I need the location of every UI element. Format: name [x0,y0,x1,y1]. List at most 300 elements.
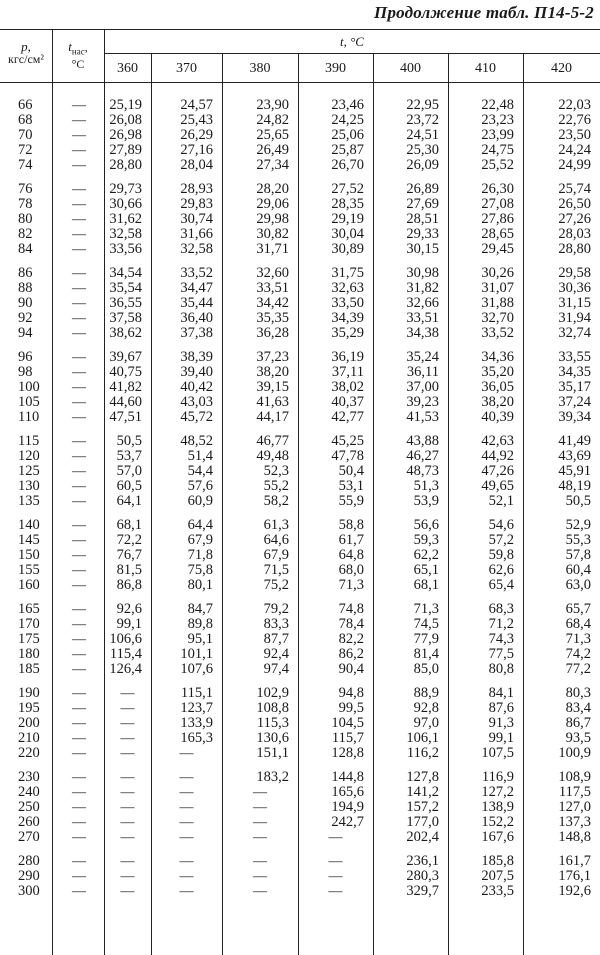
specific-volume-cell: 108,9 [558,769,591,785]
specific-volume-cell: 29,98 [256,211,289,227]
specific-volume-cell: 47,51 [109,409,142,425]
pressure-value: 185 [18,661,40,677]
specific-volume-cell: 23,50 [558,127,591,143]
specific-volume-cell: 62,6 [488,562,514,578]
specific-volume-cell: 60,5 [116,478,142,494]
specific-volume-cell: 25,19 [109,97,142,113]
specific-volume-cell: 107,6 [180,661,213,677]
specific-volume-cell: 25,06 [331,127,364,143]
specific-volume-cell: 161,7 [558,853,591,869]
saturation-temp-value: — [72,212,86,227]
specific-volume-cell: 25,65 [256,127,289,143]
specific-volume-cell: 167,6 [481,829,514,845]
saturation-temp-value: — [72,785,86,800]
pressure-value: 82 [18,226,33,242]
specific-volume-cell: 28,93 [180,181,213,197]
specific-volume-cell: 28,35 [331,196,364,212]
column-rule [448,53,449,955]
saturation-temp-value: — [72,800,86,815]
column-rule [523,53,524,955]
specific-volume-cell: 64,1 [116,493,142,509]
specific-volume-cell: 32,58 [180,241,213,257]
specific-volume-cell: 24,82 [256,112,289,128]
specific-volume-cell: 42,63 [481,433,514,449]
specific-volume-cell: 34,47 [180,280,213,296]
column-rule [52,29,53,955]
specific-volume-cell: 41,53 [406,409,439,425]
saturation-temp-value: — [72,701,86,716]
specific-volume-cell: 32,74 [558,325,591,341]
specific-volume-cell: 32,70 [481,310,514,326]
specific-volume-cell: 40,75 [109,364,142,380]
specific-volume-cell: 32,66 [406,295,439,311]
pressure-value: 80 [18,211,33,227]
pressure-value: 96 [18,349,33,365]
specific-volume-cell: 31,75 [331,265,364,281]
specific-volume-cell: 329,7 [406,883,439,899]
saturation-temp-value: — [72,602,86,617]
specific-volume-cell: 185,8 [481,853,514,869]
specific-volume-cell: 35,54 [109,280,142,296]
specific-volume-cell: 64,8 [338,547,364,563]
saturation-temp-value: — [72,518,86,533]
specific-volume-cell: 24,99 [558,157,591,173]
pressure-value: 72 [18,142,33,158]
specific-volume-cell: 94,8 [338,685,364,701]
pressure-value: 110 [18,409,40,425]
saturation-temp-value: — [72,815,86,830]
specific-volume-cell: 47,78 [331,448,364,464]
specific-volume-cell: 51,3 [413,478,439,494]
specific-volume-cell: 27,16 [180,142,213,158]
specific-volume-cell: 29,45 [481,241,514,257]
specific-volume-cell: 81,5 [116,562,142,578]
specific-volume-cell: 117,5 [558,784,591,800]
specific-volume-cell: 25,74 [558,181,591,197]
specific-volume-cell: — [179,830,194,845]
specific-volume-cell: 99,1 [488,730,514,746]
specific-volume-cell: 34,36 [481,349,514,365]
specific-volume-cell: — [120,830,135,845]
specific-volume-cell: 52,3 [263,463,289,479]
header-bottom-rule [0,82,600,83]
specific-volume-cell: 46,77 [256,433,289,449]
specific-volume-cell: 236,1 [406,853,439,869]
specific-volume-cell: 38,39 [180,349,213,365]
specific-volume-cell: 106,1 [406,730,439,746]
specific-volume-cell: 59,8 [488,547,514,563]
specific-volume-cell: 64,6 [263,532,289,548]
temperature-column-header: 400 [400,61,421,76]
specific-volume-cell: 68,0 [338,562,364,578]
specific-volume-cell: 68,4 [565,616,591,632]
temperature-column-header: 360 [117,61,138,76]
specific-volume-cell: 30,98 [406,265,439,281]
specific-volume-cell: 77,2 [565,661,591,677]
temperature-column-header: 410 [475,61,496,76]
pressure-value: 165 [18,601,40,617]
specific-volume-cell: 75,8 [187,562,213,578]
table-caption: Продолжение табл. П14-5-2 [374,3,594,22]
specific-volume-cell: 46,27 [406,448,439,464]
specific-volume-cell: 84,7 [187,601,213,617]
specific-volume-cell: — [253,854,267,869]
saturation-temp-value: — [72,158,86,173]
specific-volume-cell: — [328,869,343,884]
specific-volume-cell: 38,20 [256,364,289,380]
specific-volume-cell: — [253,800,267,815]
specific-volume-cell: 57,8 [565,547,591,563]
specific-volume-cell: 37,58 [109,310,142,326]
specific-volume-cell: 50,5 [565,493,591,509]
specific-volume-cell: 207,5 [481,868,514,884]
specific-volume-cell: 39,15 [256,379,289,395]
saturation-temp-value: — [72,128,86,143]
specific-volume-cell: 25,43 [180,112,213,128]
specific-volume-cell: 55,9 [338,493,364,509]
saturation-temp-value: — [72,266,86,281]
saturation-temp-value: — [72,311,86,326]
specific-volume-cell: 29,33 [406,226,439,242]
saturation-temp-value: — [72,350,86,365]
specific-volume-cell: 22,95 [406,97,439,113]
specific-volume-cell: 99,1 [116,616,142,632]
specific-volume-cell: 30,26 [481,265,514,281]
pressure-value: 260 [18,814,40,830]
specific-volume-cell: — [120,884,135,899]
specific-volume-cell: 141,2 [406,784,439,800]
temperature-column-header: 420 [551,61,572,76]
specific-volume-cell: 34,35 [558,364,591,380]
specific-volume-cell: 57,2 [488,532,514,548]
specific-volume-cell: — [179,815,194,830]
specific-volume-cell: — [179,770,194,785]
specific-volume-cell: 27,34 [256,157,289,173]
specific-volume-cell: 37,23 [256,349,289,365]
specific-volume-cell: — [120,770,135,785]
specific-volume-cell: 24,25 [331,112,364,128]
specific-volume-cell: 74,5 [413,616,439,632]
specific-volume-cell: — [179,869,194,884]
pressure-value: 200 [18,715,40,731]
specific-volume-cell: 67,9 [187,532,213,548]
saturation-temp-value: — [72,395,86,410]
specific-volume-cell: 22,76 [558,112,591,128]
specific-volume-cell: 26,49 [256,142,289,158]
specific-volume-cell: 133,9 [180,715,213,731]
specific-volume-cell: 242,7 [331,814,364,830]
specific-volume-cell: 54,4 [187,463,213,479]
specific-volume-cell: 65,4 [488,577,514,593]
pressure-value: 180 [18,646,40,662]
specific-volume-cell: 36,40 [180,310,213,326]
specific-volume-cell: 39,23 [406,394,439,410]
saturation-temp-value: — [72,686,86,701]
specific-volume-cell: 29,83 [180,196,213,212]
saturation-temp-value: — [72,716,86,731]
specific-volume-cell: 152,2 [481,814,514,830]
specific-volume-cell: 44,92 [481,448,514,464]
specific-volume-cell: 38,20 [481,394,514,410]
specific-volume-cell: 92,6 [116,601,142,617]
specific-volume-cell: 35,35 [256,310,289,326]
specific-volume-cell: 126,4 [109,661,142,677]
specific-volume-cell: 27,69 [406,196,439,212]
specific-volume-cell: — [179,746,194,761]
specific-volume-cell: 84,1 [488,685,514,701]
specific-volume-cell: 106,6 [109,631,142,647]
specific-volume-cell: 24,75 [481,142,514,158]
specific-volume-cell: 53,9 [413,493,439,509]
specific-volume-cell: 31,07 [481,280,514,296]
specific-volume-cell: 165,3 [180,730,213,746]
specific-volume-cell: 144,8 [331,769,364,785]
specific-volume-cell: 97,0 [413,715,439,731]
specific-volume-cell: 31,71 [256,241,289,257]
specific-volume-cell: 87,6 [488,700,514,716]
specific-volume-cell: 127,2 [481,784,514,800]
pressure-value: 86 [18,265,33,281]
specific-volume-cell: 280,3 [406,868,439,884]
specific-volume-cell: 76,7 [116,547,142,563]
specific-volume-cell: 28,20 [256,181,289,197]
specific-volume-cell: 44,17 [256,409,289,425]
saturation-temp-value: — [72,884,86,899]
specific-volume-cell: — [328,854,343,869]
temperature-column-header: 390 [325,61,346,76]
saturation-temp-value: — [72,449,86,464]
specific-volume-cell: 26,09 [406,157,439,173]
specific-volume-cell: 33,50 [331,295,364,311]
specific-volume-cell: 80,3 [565,685,591,701]
specific-volume-cell: 92,8 [413,700,439,716]
pressure-value: 100 [18,379,40,395]
specific-volume-cell: 87,7 [263,631,289,647]
specific-volume-cell: 71,3 [338,577,364,593]
specific-volume-cell: — [253,785,267,800]
specific-volume-cell: — [179,854,194,869]
specific-volume-cell: 38,62 [109,325,142,341]
temperature-column-header: 370 [176,61,197,76]
specific-volume-cell: 23,72 [406,112,439,128]
specific-volume-cell: 22,48 [481,97,514,113]
specific-volume-cell: 28,80 [109,157,142,173]
specific-volume-cell: 36,11 [406,364,439,380]
specific-volume-cell: 33,55 [558,349,591,365]
specific-volume-cell: 64,4 [187,517,213,533]
specific-volume-cell: 33,51 [256,280,289,296]
pressure-value: 300 [18,883,40,899]
specific-volume-cell: 53,7 [116,448,142,464]
specific-volume-cell: 24,57 [180,97,213,113]
specific-volume-cell: 23,23 [481,112,514,128]
specific-volume-cell: 116,2 [406,745,439,761]
saturation-temp-value: — [72,143,86,158]
specific-volume-cell: — [120,869,135,884]
specific-volume-cell: 29,06 [256,196,289,212]
saturation-temp-value: — [72,533,86,548]
specific-volume-cell: 102,9 [256,685,289,701]
specific-volume-cell: 43,69 [558,448,591,464]
specific-volume-cell: 50,4 [338,463,364,479]
specific-volume-cell: 40,37 [331,394,364,410]
specific-volume-cell: 30,82 [256,226,289,242]
specific-volume-cell: 40,39 [481,409,514,425]
specific-volume-cell: 92,4 [263,646,289,662]
specific-volume-cell: 31,66 [180,226,213,242]
pressure-value: 250 [18,799,40,815]
specific-volume-cell: 90,4 [338,661,364,677]
specific-volume-cell: 27,86 [481,211,514,227]
specific-volume-cell: — [120,701,135,716]
specific-volume-cell: 23,90 [256,97,289,113]
specific-volume-cell: 65,1 [413,562,439,578]
pressure-value: 150 [18,547,40,563]
pressure-value: 125 [18,463,40,479]
specific-volume-cell: 26,29 [180,127,213,143]
specific-volume-cell: — [179,884,194,899]
specific-volume-cell: — [179,785,194,800]
saturation-temp-value: — [72,479,86,494]
saturation-temp-column-header: $t_{нас}$, °C [68,39,88,72]
pressure-value: 105 [18,394,40,410]
temperature-column-header: 380 [249,61,271,76]
specific-volume-cell: 29,58 [558,265,591,281]
specific-volume-cell: 128,8 [331,745,364,761]
specific-volume-cell: 194,9 [331,799,364,815]
pressure-value: 76 [18,181,33,197]
specific-volume-cell: 176,1 [558,868,591,884]
pressure-value: 240 [18,784,40,800]
specific-volume-cell: 24,24 [558,142,591,158]
saturation-temp-value: — [72,197,86,212]
saturation-temp-value: — [72,326,86,341]
specific-volume-cell: 138,9 [481,799,514,815]
specific-volume-cell: 34,42 [256,295,289,311]
specific-volume-cell: 25,30 [406,142,439,158]
specific-volume-cell: 86,7 [565,715,591,731]
specific-volume-cell: 60,9 [187,493,213,509]
specific-volume-cell: — [120,785,135,800]
specific-volume-cell: 32,63 [331,280,364,296]
specific-volume-cell: 30,36 [558,280,591,296]
saturation-temp-value: — [72,296,86,311]
specific-volume-cell: 26,50 [558,196,591,212]
specific-volume-cell: 27,26 [558,211,591,227]
specific-volume-cell: 31,94 [558,310,591,326]
saturation-temp-value: — [72,434,86,449]
specific-volume-cell: 34,39 [331,310,364,326]
specific-volume-cell: 82,2 [338,631,364,647]
pressure-value: 280 [18,853,40,869]
saturation-temp-value: — [72,242,86,257]
specific-volume-cell: 91,3 [488,715,514,731]
pressure-value: 195 [18,700,40,716]
pressure-value: 175 [18,631,40,647]
specific-volume-cell: 202,4 [406,829,439,845]
specific-volume-cell: 99,5 [338,700,364,716]
specific-volume-cell: 26,08 [109,112,142,128]
pressure-value: 98 [18,364,33,380]
pressure-value: 160 [18,577,40,593]
specific-volume-cell: — [120,815,135,830]
saturation-temp-value: — [72,365,86,380]
specific-volume-cell: 48,73 [406,463,439,479]
pressure-value: 88 [18,280,33,296]
specific-volume-cell: 48,52 [180,433,213,449]
saturation-temp-value: — [72,494,86,509]
specific-volume-cell: 60,4 [565,562,591,578]
pressure-value: 170 [18,616,40,632]
specific-volume-cell: 68,3 [488,601,514,617]
specific-volume-cell: 116,9 [481,769,514,785]
specific-volume-cell: 58,8 [338,517,364,533]
specific-volume-cell: 127,8 [406,769,439,785]
specific-volume-cell: 54,6 [488,517,514,533]
specific-volume-cell: 148,8 [558,829,591,845]
specific-volume-cell: 43,03 [180,394,213,410]
specific-volume-cell: 45,72 [180,409,213,425]
specific-volume-cell: 80,1 [187,577,213,593]
pressure-value: 74 [18,157,33,173]
specific-volume-cell: 77,9 [413,631,439,647]
specific-volume-cell: 45,25 [331,433,364,449]
saturation-temp-value: — [72,662,86,677]
saturation-temp-value: — [72,227,86,242]
specific-volume-cell: 26,30 [481,181,514,197]
specific-volume-cell: 36,28 [256,325,289,341]
specific-volume-cell: 32,58 [109,226,142,242]
specific-volume-cell: — [253,830,267,845]
temperature-group-header: t, °C [340,34,364,49]
specific-volume-cell: 37,24 [558,394,591,410]
specific-volume-cell: 71,3 [565,631,591,647]
specific-volume-cell: 30,15 [406,241,439,257]
pressure-value: 135 [18,493,40,509]
column-rule [151,53,152,955]
specific-volume-cell: 36,19 [331,349,364,365]
specific-volume-cell: 36,05 [481,379,514,395]
specific-volume-cell: 93,5 [565,730,591,746]
specific-volume-cell: 95,1 [187,631,213,647]
specific-volume-cell: 78,4 [338,616,364,632]
specific-volume-cell: 25,52 [481,157,514,173]
specific-volume-cell: 33,51 [406,310,439,326]
specific-volume-cell: 29,19 [331,211,364,227]
pressure-value: 210 [18,730,40,746]
specific-volume-cell: 35,24 [406,349,439,365]
specific-volume-cell: 41,63 [256,394,289,410]
header-mid-rule [104,53,600,54]
specific-volume-cell: 233,5 [481,883,514,899]
pressure-value: 220 [18,745,40,761]
specific-volume-cell: 27,08 [481,196,514,212]
specific-volume-cell: 50,5 [116,433,142,449]
specific-volume-cell: 157,2 [406,799,439,815]
specific-volume-cell: 75,2 [263,577,289,593]
specific-volume-cell: 107,5 [481,745,514,761]
specific-volume-cell: 61,7 [338,532,364,548]
specific-volume-cell: 177,0 [406,814,439,830]
saturation-temp-value: — [72,617,86,632]
specific-volume-cell: 151,1 [256,745,289,761]
specific-volume-cell: 30,74 [180,211,213,227]
specific-volume-cell: 65,7 [565,601,591,617]
specific-volume-cell: 35,17 [558,379,591,395]
pressure-value: 155 [18,562,40,578]
specific-volume-cell: 36,55 [109,295,142,311]
specific-volume-cell: 49,65 [481,478,514,494]
